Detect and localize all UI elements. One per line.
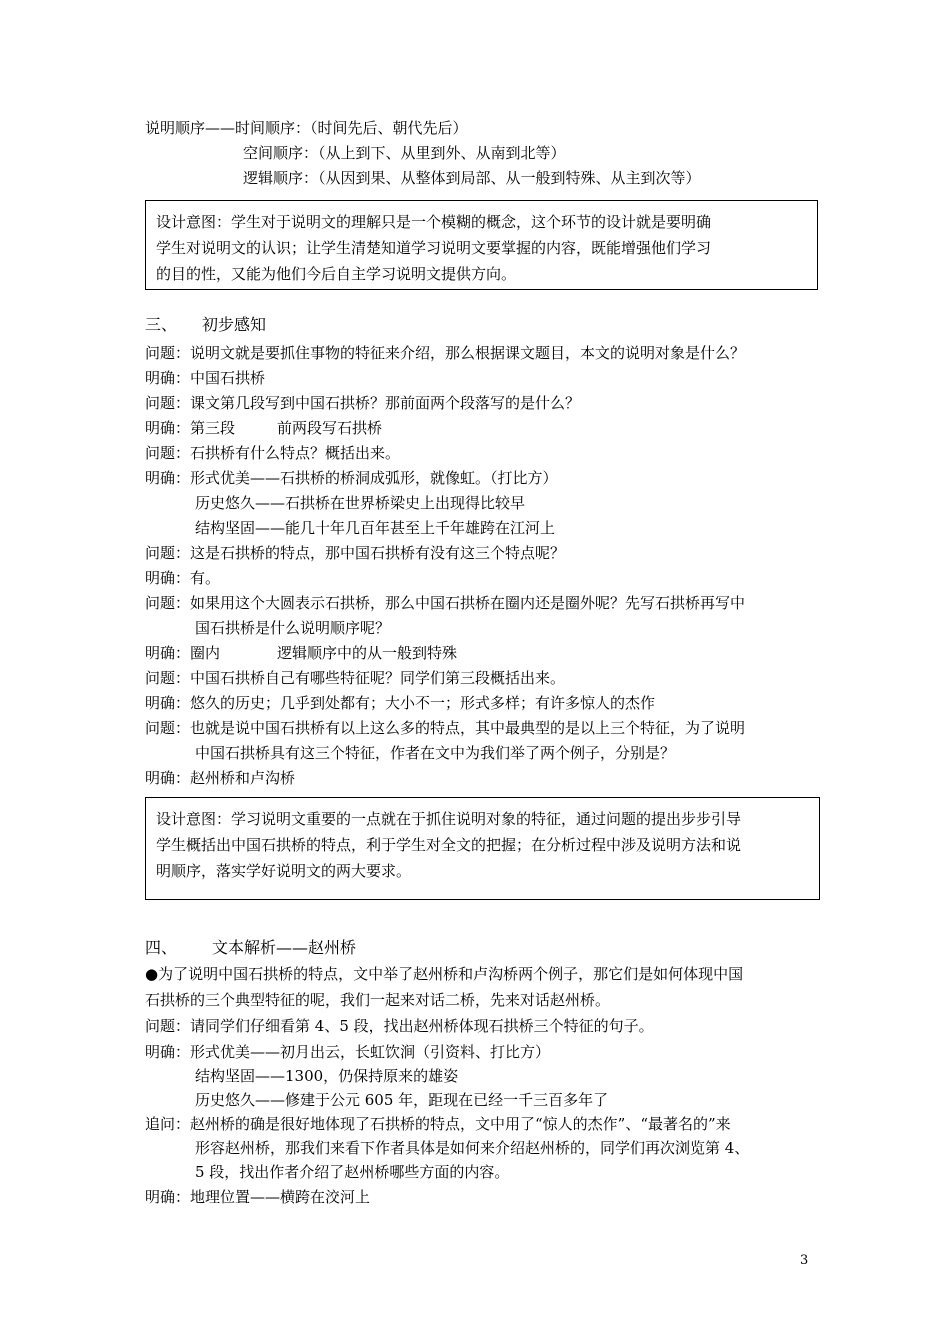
s3-line: 逻辑顺序中的从一般到特殊	[277, 644, 458, 662]
s4-line: ●为了说明中国石拱桥的特点，文中举了赵州桥和卢沟桥两个例子，那它们是如何体现中国	[145, 965, 744, 983]
s4-line: 历史悠久——修建于公元 605 年，距现在已经一千三百多年了	[195, 1091, 609, 1109]
section-4-number: 四、	[145, 938, 178, 957]
s3-line: 问题：这是石拱桥的特点，那中国石拱桥有没有这三个特点呢？	[145, 544, 566, 562]
order-line-logic: 逻辑顺序：（从因到果、从整体到局部、从一般到特殊、从主到次等）	[243, 169, 701, 187]
section-3-title: 初步感知	[202, 315, 267, 334]
s3-line: 国石拱桥是什么说明顺序呢？	[195, 619, 391, 637]
s3-line: 问题：中国石拱桥自己有哪些特征呢？同学们第三段概括出来。	[145, 669, 566, 687]
page-number: 3	[800, 1253, 809, 1268]
s4-line: 明确：形式优美——初月出云，长虹饮涧（引资料、打比方）	[145, 1043, 551, 1061]
s3-line: 历史悠久——石拱桥在世界桥梁史上出现得比较早	[195, 494, 526, 512]
order-line-space: 空间顺序：（从上到下、从里到外、从南到北等）	[243, 144, 566, 162]
s3-line: 明确：有。	[145, 569, 221, 587]
s3-line: 问题：说明文就是要抓住事物的特征来介绍，那么根据课文题目，本文的说明对象是什么？	[145, 344, 746, 362]
s3-line: 明确：中国石拱桥	[145, 369, 266, 387]
s4-line: 追问：赵州桥的确是很好地体现了石拱桥的特点，文中用了“惊人的杰作”、“最著名的”来	[145, 1115, 731, 1133]
design-intent-box-1	[145, 200, 818, 290]
design-intent-1-line-1: 设计意图：学生对于说明文的理解只是一个模糊的概念，这个环节的设计就是要明确	[156, 213, 712, 231]
s3-line: 明确：形式优美——石拱桥的桥洞成弧形，就像虹。（打比方）	[145, 469, 558, 487]
s4-line: 5 段，找出作者介绍了赵州桥哪些方面的内容。	[195, 1163, 510, 1181]
s4-line: 石拱桥的三个典型特征的呢，我们一起来对话二桥，先来对话赵州桥。	[145, 991, 611, 1009]
order-line-time: 说明顺序——时间顺序：（时间先后、朝代先后）	[145, 119, 468, 137]
design-intent-1-line-3: 的目的性，又能为他们今后自主学习说明文提供方向。	[156, 265, 517, 283]
section-3-number: 三、	[145, 315, 178, 334]
design-intent-2-line-2: 学生概括出中国石拱桥的特点，利于学生对全文的把握；在分析过程中涉及说明方法和说	[156, 836, 742, 854]
s3-line: 前两段写石拱桥	[277, 419, 383, 437]
design-intent-2-line-3: 明顺序，落实学好说明文的两大要求。	[156, 862, 412, 880]
s3-line: 明确：圈内	[145, 644, 221, 662]
s4-line: 形容赵州桥，那我们来看下作者具体是如何来介绍赵州桥的，同学们再次浏览第 4、	[195, 1139, 750, 1157]
s3-line: 问题：也就是说中国石拱桥有以上这么多的特点，其中最典型的是以上三个特征，为了说明	[145, 719, 746, 737]
section-4-title: 文本解析——赵州桥	[212, 938, 357, 957]
s3-line: 明确：悠久的历史；几乎到处都有；大小不一；形式多样；有许多惊人的杰作	[145, 694, 656, 712]
s3-line: 明确：赵州桥和卢沟桥	[145, 769, 296, 787]
s3-line: 中国石拱桥具有这三个特征，作者在文中为我们举了两个例子，分别是？	[195, 744, 676, 762]
s3-line: 问题：如果用这个大圆表示石拱桥，那么中国石拱桥在圈内还是圈外呢？先写石拱桥再写中	[145, 594, 746, 612]
s3-line: 问题：课文第几段写到中国石拱桥？那前面两个段落写的是什么？	[145, 394, 581, 412]
s3-line: 明确：第三段	[145, 419, 236, 437]
s3-line: 结构坚固——能几十年几百年甚至上千年雄跨在江河上	[195, 519, 556, 537]
design-intent-2-line-1: 设计意图：学习说明文重要的一点就在于抓住说明对象的特征，通过问题的提出步步引导	[156, 810, 742, 828]
s4-line: 明确：地理位置——横跨在洨河上	[145, 1188, 371, 1206]
design-intent-box-2	[145, 797, 820, 900]
s4-line: 问题：请同学们仔细看第 4、5 段，找出赵州桥体现石拱桥三个特征的句子。	[145, 1017, 654, 1035]
s3-line: 问题：石拱桥有什么特点？概括出来。	[145, 444, 401, 462]
s4-line: 结构坚固——1300，仍保持原来的雄姿	[195, 1067, 459, 1085]
design-intent-1-line-2: 学生对说明文的认识；让学生清楚知道学习说明文要掌握的内容，既能增强他们学习	[156, 239, 712, 257]
